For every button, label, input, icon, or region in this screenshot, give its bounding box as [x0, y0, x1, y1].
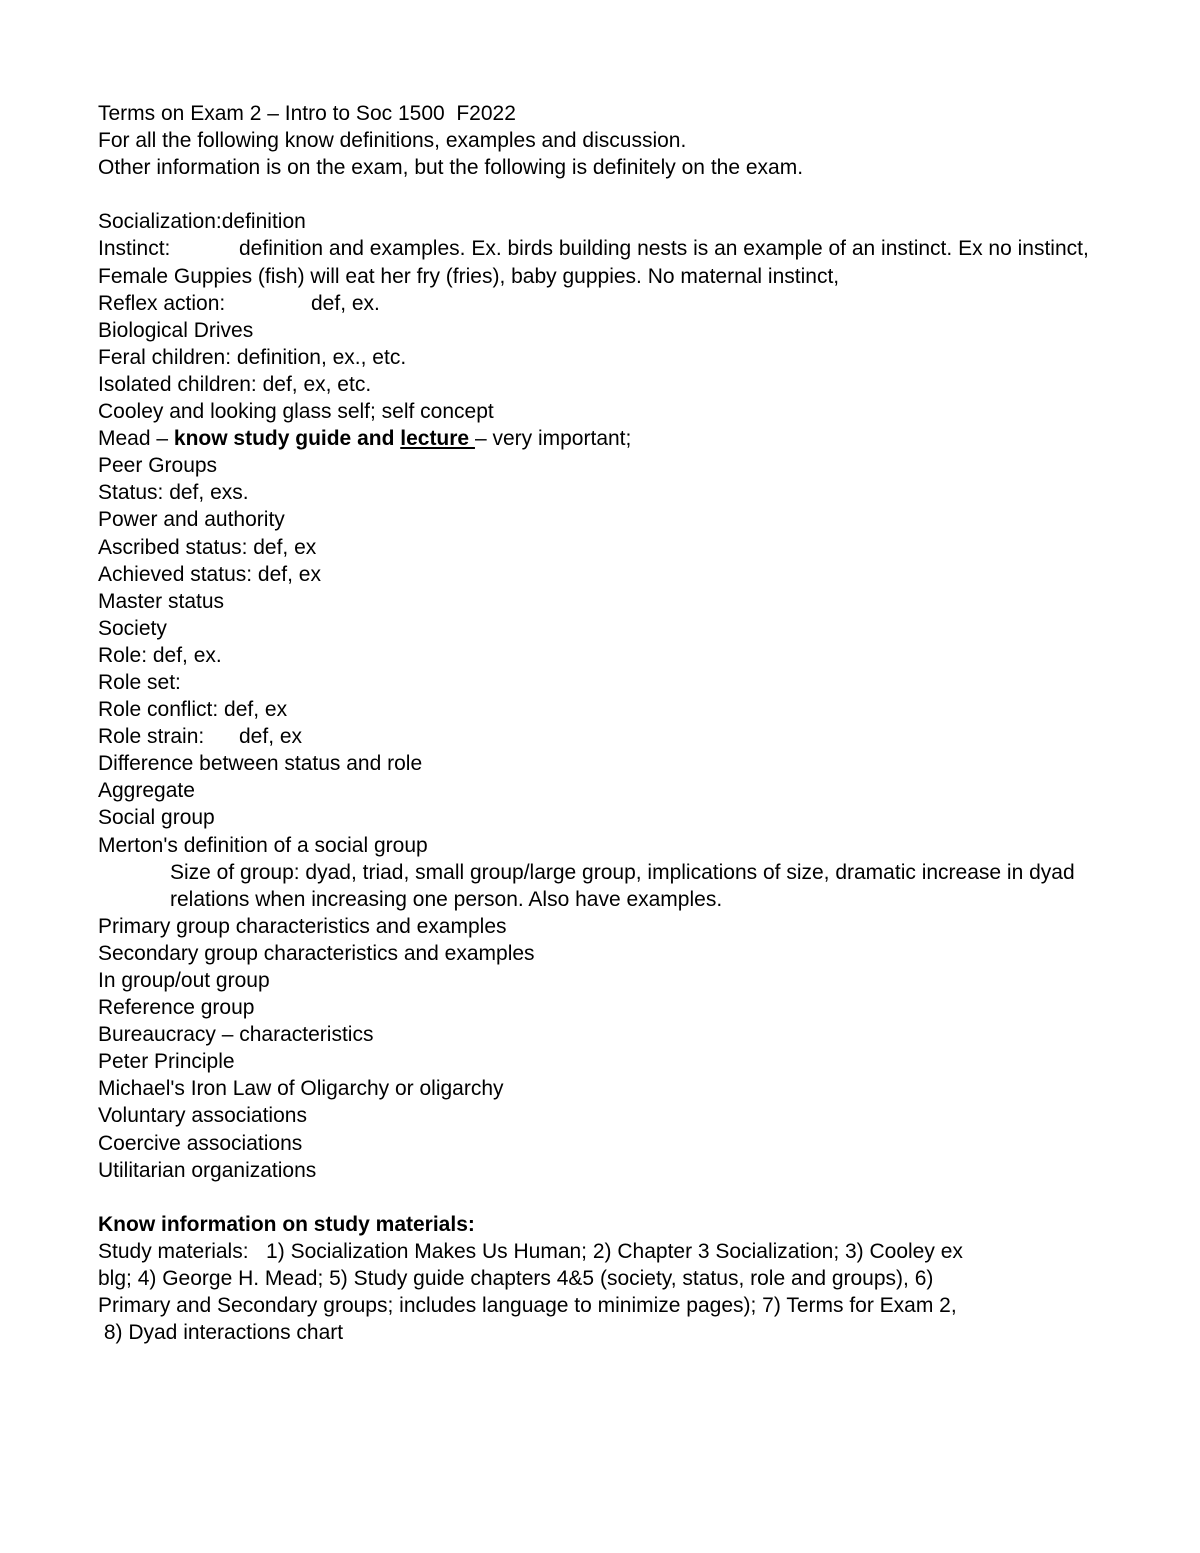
study-materials-line: blg; 4) George H. Mead; 5) Study guide chapters 4&5 (society, status, role and groups), 6)	[98, 1267, 934, 1291]
term-instinct	[98, 235, 1128, 289]
term-role-set: Role set:	[98, 670, 181, 694]
blank-line	[98, 1184, 1128, 1211]
term-achieved-status: Achieved status: def, ex	[98, 562, 321, 586]
term-iron-law: Michael's Iron Law of Oligarchy or oligarchy	[98, 1077, 504, 1101]
term-aggregate: Aggregate	[98, 779, 195, 803]
study-heading	[98, 1211, 1128, 1238]
study-heading-text: Know information on study materials:	[98, 1212, 475, 1236]
term-master-status: Master status	[98, 589, 225, 613]
term-power-authority: Power and authority	[98, 508, 285, 532]
term-ascribed-status: Ascribed status: def, ex	[98, 535, 317, 559]
term-status: Status: def, exs.	[98, 481, 249, 505]
term-label: Reflex action:	[98, 291, 226, 315]
term-isolated-children: Isolated children: def, ex, etc.	[98, 372, 372, 396]
term-role: Role: def, ex.	[98, 643, 222, 667]
term-description: def, ex.	[311, 291, 380, 315]
term-bureaucracy: Bureaucracy – characteristics	[98, 1023, 374, 1047]
document-page	[98, 100, 1128, 1346]
term-description: definition and examples. Ex. birds building nests is an example of an instinct. Ex no instinct, Female Guppies (fish) will eat her fry (fries), baby guppies. No maternal instinct,	[98, 237, 1089, 288]
term-description: def, ex	[239, 725, 303, 749]
term-reflex-action	[98, 290, 1128, 317]
mead-underlined-text: lecture	[400, 427, 475, 451]
term-reference-group: Reference group	[98, 996, 255, 1020]
term-peter-principle: Peter Principle	[98, 1050, 235, 1074]
study-materials-line: Study materials: 1) Socialization Makes Us Human; 2) Chapter 3 Socialization; 3) Cooley ex	[98, 1239, 963, 1263]
mead-prefix: Mead –	[98, 427, 174, 451]
mead-bold-text: know study guide and	[173, 427, 401, 451]
term-utilitarian: Utilitarian organizations	[98, 1158, 317, 1182]
term-mead	[98, 425, 1128, 452]
term-primary-group: Primary group characteristics and examples	[98, 914, 507, 938]
blank-line	[98, 181, 1128, 208]
term-peer-groups: Peer Groups	[98, 454, 218, 478]
study-materials-line: Primary and Secondary groups; includes language to minimize pages); 7) Terms for Exam 2,	[98, 1294, 957, 1318]
term-social-group: Social group	[98, 806, 215, 830]
term-label: Socialization:	[98, 210, 222, 234]
mead-suffix: – very important;	[474, 427, 632, 451]
term-socialization	[98, 208, 1128, 235]
instructions-line: Other information is on the exam, but the following is definitely on the exam.	[98, 156, 804, 180]
term-role-strain	[98, 723, 1128, 750]
term-voluntary: Voluntary associations	[98, 1104, 307, 1128]
term-cooley: Cooley and looking glass self; self concept	[98, 400, 494, 424]
term-society: Society	[98, 616, 167, 640]
term-secondary-group: Secondary group characteristics and examples	[98, 941, 535, 965]
study-materials-line: 8) Dyad interactions chart	[98, 1321, 344, 1345]
term-label: Role strain:	[98, 725, 205, 749]
term-coercive: Coercive associations	[98, 1131, 303, 1155]
document-title: Terms on Exam 2 – Intro to Soc 1500 F2022	[98, 102, 516, 125]
term-biological-drives: Biological Drives	[98, 318, 254, 342]
term-merton: Merton's definition of a social group	[98, 833, 428, 857]
term-size-of-group: Size of group: dyad, triad, small group/large group, implications of size, dramatic increase in dyad relations when increasing one person. Also have examples.	[170, 860, 1075, 911]
term-description: definition	[221, 210, 306, 234]
term-in-out-group: In group/out group	[98, 969, 270, 992]
term-feral-children: Feral children: definition, ex., etc.	[98, 345, 407, 369]
term-difference: Difference between status and role	[98, 752, 423, 776]
term-role-conflict: Role conflict: def, ex	[98, 698, 288, 722]
term-label: Instinct:	[98, 237, 171, 261]
instructions-line: For all the following know definitions, examples and discussion.	[98, 129, 687, 153]
